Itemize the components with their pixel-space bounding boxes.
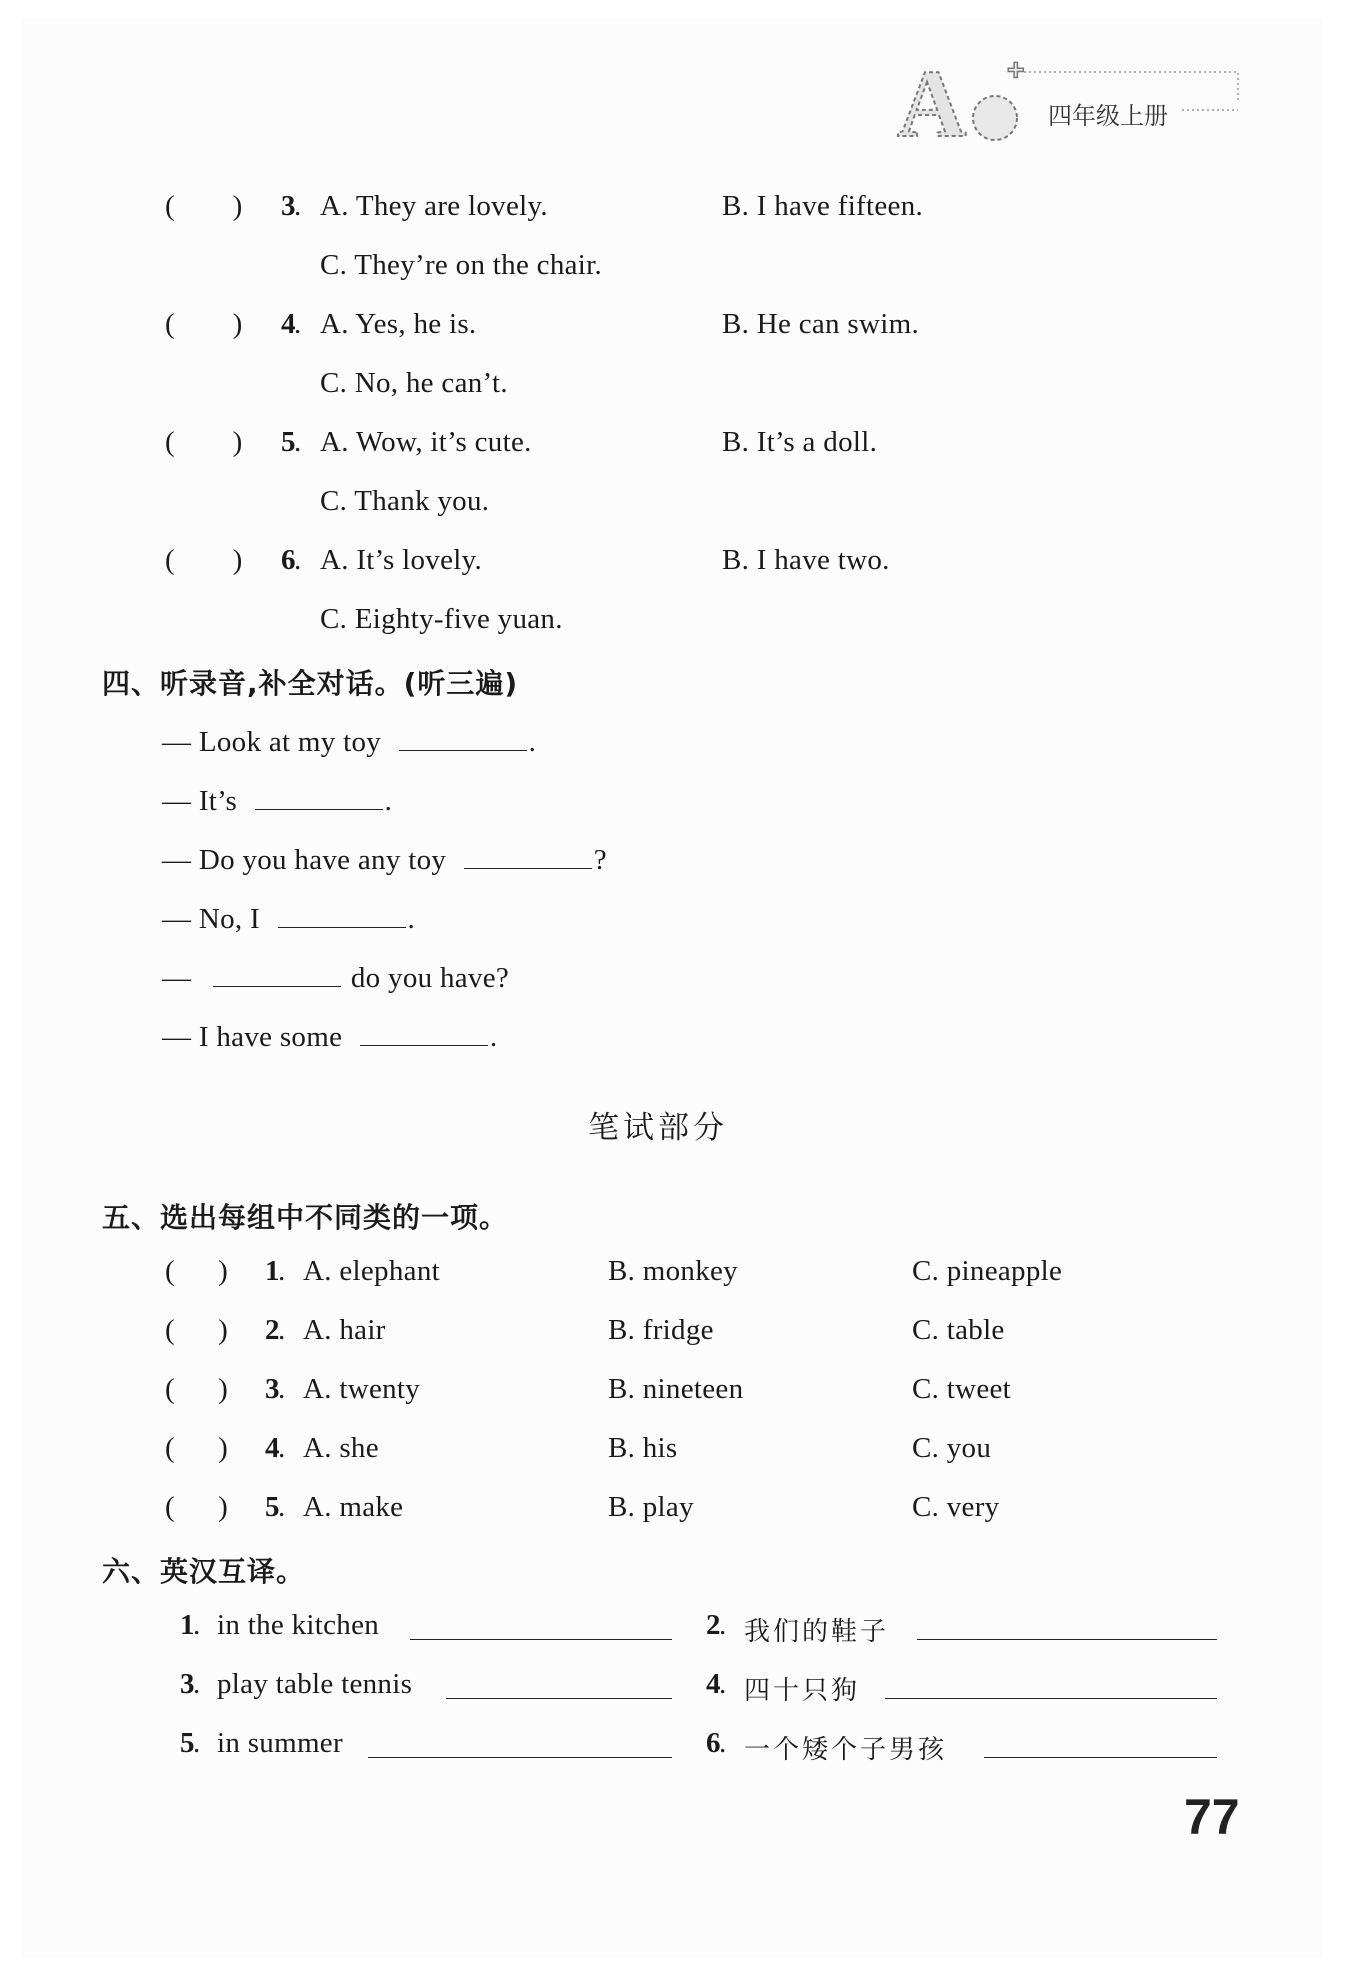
option-c: C. you [912, 1432, 992, 1464]
option-b: B. I have two. [722, 544, 890, 576]
option-c: C. No, he can’t. [320, 367, 508, 399]
translation-prompt: in summer [217, 1727, 343, 1759]
fill-blank[interactable] [278, 897, 406, 928]
section-5-title: 五、选出每组中不同类的一项。 [102, 1201, 509, 1234]
answer-bracket[interactable]: ( ) [165, 1314, 228, 1346]
fill-blank[interactable] [360, 1015, 488, 1046]
option-b: B. monkey [608, 1255, 738, 1287]
dialogue-line: — It’s . [162, 779, 392, 818]
question-number: 5 [265, 1491, 280, 1523]
option-c: C. very [912, 1491, 1000, 1523]
written-part-title: 笔试部分 [588, 1110, 728, 1146]
grade-label: 四年级上册 [1048, 102, 1168, 130]
option-c: C. pineapple [912, 1255, 1063, 1287]
option-a: A. she [303, 1432, 379, 1464]
option-a: A. Wow, it’s cute. [320, 426, 532, 458]
answer-bracket[interactable]: ( ) [165, 1373, 228, 1405]
option-b: B. He can swim. [722, 308, 919, 340]
option-b: B. It’s a doll. [722, 426, 878, 458]
option-b: B. play [608, 1491, 694, 1523]
answer-bracket[interactable]: ( ) [165, 544, 243, 576]
fill-blank[interactable] [255, 779, 383, 810]
answer-line[interactable] [410, 1609, 672, 1640]
answer-bracket[interactable]: ( ) [165, 190, 243, 222]
answer-bracket[interactable]: ( ) [165, 308, 243, 340]
fill-blank[interactable] [213, 956, 341, 987]
question-number: 3 [281, 190, 296, 222]
fill-blank[interactable] [464, 838, 592, 869]
option-b: B. fridge [608, 1314, 714, 1346]
option-b: B. nineteen [608, 1373, 744, 1405]
option-a: A. hair [303, 1314, 386, 1346]
answer-bracket[interactable]: ( ) [165, 1255, 228, 1287]
option-c: C. Thank you. [320, 485, 490, 517]
option-c: C. tweet [912, 1373, 1012, 1405]
item-number: 1 [180, 1609, 195, 1641]
svg-text:A: A [897, 50, 967, 148]
answer-bracket[interactable]: ( ) [165, 1432, 228, 1464]
page-number: 77 [1184, 1789, 1240, 1845]
option-a: A. elephant [303, 1255, 440, 1287]
dialogue-line: — Look at my toy . [162, 720, 536, 759]
item-number: 2 [706, 1609, 721, 1641]
translation-prompt: play table tennis [217, 1668, 413, 1700]
translation-prompt: 一个矮个子男孩 [744, 1735, 948, 1765]
question-number: 6 [281, 544, 296, 576]
svg-text:+: + [1007, 54, 1025, 87]
answer-line[interactable] [885, 1668, 1217, 1699]
option-a: A. They are lovely. [320, 190, 548, 222]
option-c: C. Eighty-five yuan. [320, 603, 563, 635]
question-number: 4 [265, 1432, 280, 1464]
answer-bracket[interactable]: ( ) [165, 1491, 228, 1523]
question-number: 1 [265, 1255, 280, 1287]
item-number: 4 [706, 1668, 721, 1700]
question-number: 5 [281, 426, 296, 458]
translation-prompt: 我们的鞋子 [744, 1617, 890, 1647]
item-number: 3 [180, 1668, 195, 1700]
answer-bracket[interactable]: ( ) [165, 426, 243, 458]
dialogue-line: — I have some . [162, 1015, 497, 1054]
option-a: A. twenty [303, 1373, 421, 1405]
item-number: 5 [180, 1727, 195, 1759]
answer-line[interactable] [984, 1727, 1217, 1758]
dialogue-line: — do you have? [162, 956, 509, 995]
section-4-title: 四、听录音,补全对话。(听三遍) [102, 667, 519, 700]
translation-prompt: in the kitchen [217, 1609, 380, 1641]
question-number: 3 [265, 1373, 280, 1405]
section-6-title: 六、英汉互译。 [102, 1555, 306, 1588]
option-c: C. table [912, 1314, 1005, 1346]
dialogue-line: — Do you have any toy ? [162, 838, 607, 877]
option-b: B. his [608, 1432, 678, 1464]
option-b: B. I have fifteen. [722, 190, 924, 222]
question-number: 2 [265, 1314, 280, 1346]
option-a: A. make [303, 1491, 404, 1523]
dialogue-line: — No, I . [162, 897, 415, 936]
fill-blank[interactable] [399, 720, 527, 751]
translation-prompt: 四十只狗 [744, 1676, 861, 1706]
option-a: A. Yes, he is. [320, 308, 477, 340]
answer-line[interactable] [917, 1609, 1217, 1640]
option-a: A. It’s lovely. [320, 544, 483, 576]
item-number: 6 [706, 1727, 721, 1759]
answer-line[interactable] [368, 1727, 672, 1758]
option-c: C. They’re on the chair. [320, 249, 603, 281]
workbook-page: A + 四年级上册 ( ) 3 . A. They are lovely. B. I have fifteen. C. They’re on the chair. ( ) 4 . A. Yes, he is. B. He can swim. C. No, he can’t. ( ) 5 . A. Wow, it’s cute. B. It’s a doll. C. Thank you. ( ) 6 . A. It’s lovely. B. I have two. C. Eighty-five yuan. 四、听录音,补全对话。(听三遍) — Look at my toy . — It’s . — Do you have any toy ? — No, I . — do you have? — I have some . 笔试部分 五、选出每组中不同类的一项。 ( ) 1 . A. elephant B. monkey C. pineapple ( ) 2 . A. hair B. fridge C. table ( ) 3 . A. twenty B. nineteen C. tweet ( ) 4 . A. she B. his C. you ( ) 5 . A. make B. play C. very 六、英汉互译。 1 . in the kitchen 2 . 我们的鞋子 3 . play table tennis 4 . 四十只狗 5 . in summer 6 . 一个矮个子男孩 77 [22, 18, 1322, 1958]
question-number: 4 [281, 308, 296, 340]
answer-line[interactable] [446, 1668, 672, 1699]
